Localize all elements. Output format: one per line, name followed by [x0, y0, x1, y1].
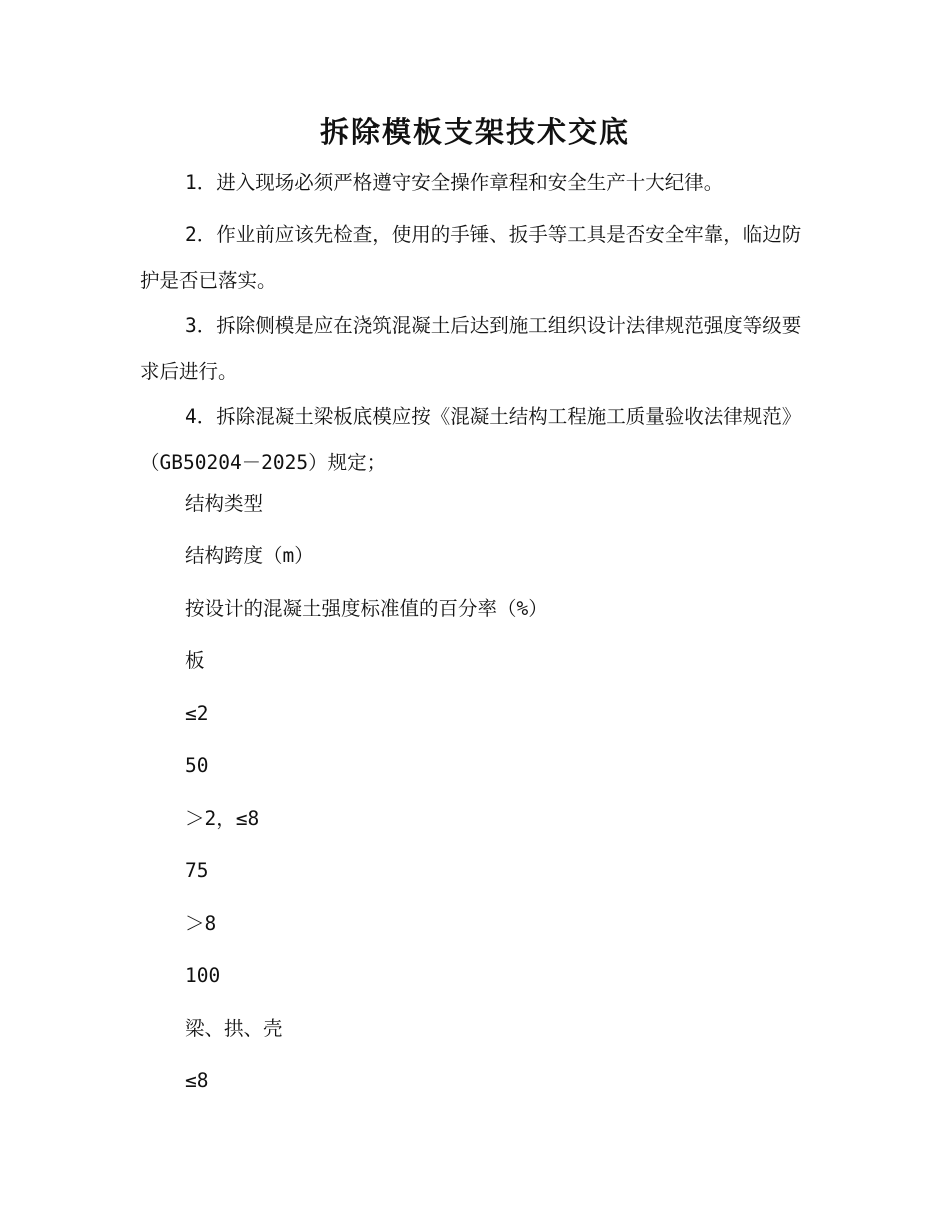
table-cell-75: 75: [185, 859, 209, 882]
paragraph-1: 1．进入现场必须严格遵守安全操作章程和安全生产十大纪律。: [185, 171, 724, 194]
paragraph-3: 3．拆除侧模是应在浇筑混凝土后达到施工组织设计法律规范强度等级要求后进行。: [140, 314, 802, 383]
table-cell-gt-2-le-8: ＞2，≤8: [185, 807, 260, 830]
table-cell-le-8: ≤8: [185, 1069, 209, 1092]
paragraph-2: 2．作业前应该先检查，使用的手锤、扳手等工具是否安全牢靠，临边防护是否已落实。: [140, 223, 802, 292]
document-title: 拆除模板支架技术交底: [319, 115, 630, 149]
table-cell-percentage: 按设计的混凝土强度标准值的百分率（%）: [185, 597, 548, 620]
table-cell-slab: 板: [185, 649, 205, 672]
table-cell-structure-type: 结构类型: [185, 492, 264, 515]
table-cell-beam-arch-shell: 梁、拱、壳: [185, 1017, 283, 1040]
table-cell-100: 100: [185, 964, 221, 987]
table-cell-50: 50: [185, 754, 209, 777]
table-cell-span: 结构跨度（m）: [185, 544, 314, 567]
table-cell-gt-8: ＞8: [185, 912, 217, 935]
paragraph-4: 4．拆除混凝土梁板底模应按《混凝土结构工程施工质量验收法律规范》（GB50204－2025）规定；: [140, 405, 802, 474]
table-cell-le-2: ≤2: [185, 702, 209, 725]
